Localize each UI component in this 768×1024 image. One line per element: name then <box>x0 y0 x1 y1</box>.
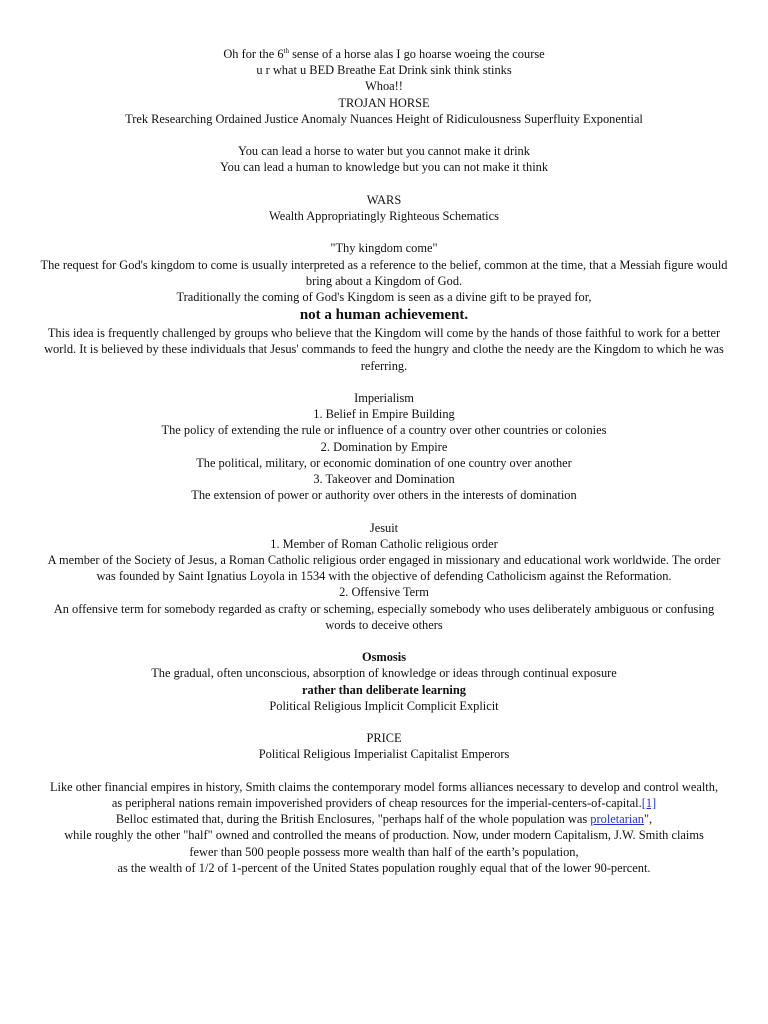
spacer <box>40 763 728 779</box>
acronym-title: WARS <box>366 192 402 207</box>
kingdom-paragraph: Traditionally the coming of God's Kingdom is seen as a divine gift to be prayed for, <box>176 290 592 304</box>
spacer <box>40 503 728 519</box>
proverb-line: You can lead a human to knowledge but you can not make it think <box>219 160 549 175</box>
document-body <box>40 46 728 876</box>
section-title: Imperialism <box>354 391 414 405</box>
acronym-expansion: Trek Researching Ordained Justice Anomaly Nuances Height of Ridiculousness Superfluity Exponential <box>125 111 643 126</box>
definition-heading: 1. Member of Roman Catholic religious order <box>270 536 498 551</box>
definition-heading: 2. Offensive Term <box>339 585 429 600</box>
closing-line: as the wealth of 1/2 of 1-percent of the United States population roughly equal that of the lower 90-percent. <box>117 860 651 875</box>
section-title: Osmosis <box>361 650 407 665</box>
definition-text: The political, military, or economic domination of one country over another <box>196 455 572 470</box>
acronym-expansion: Political Religious Implicit Complicit Explicit <box>269 698 499 713</box>
spacer <box>40 176 728 192</box>
closing-line <box>40 795 728 811</box>
section-title: Jesuit <box>369 520 399 535</box>
spacer <box>40 633 728 649</box>
kingdom-paragraph: This idea is frequently challenged by groups who believe that the Kingdom will come by the hands of those faithful to work for a better world. It is believed by these individuals that Jesus' commands to feed the hungry and clothe the needy are the Kingdom to which he was referring. <box>44 326 724 373</box>
definition-text: The gradual, often unconscious, absorption of knowledge or ideas through continual exposure <box>151 666 617 681</box>
poem-line: u r what u BED Breathe Eat Drink sink think stinks <box>256 63 512 78</box>
definition-text: An offensive term for somebody regarded as crafty or scheming, especially somebody who uses deliberately ambiguous or confusing words to deceive others <box>53 601 715 632</box>
footnote-link[interactable]: [1] <box>641 796 657 811</box>
acronym-expansion: Political Religious Imperialist Capitalist Emperors <box>258 747 510 762</box>
closing-line: Like other financial empires in history, Smith claims the contemporary model forms alliances necessary to develop and control wealth, <box>49 779 719 794</box>
spacer <box>40 714 728 730</box>
closing-line-text: Belloc estimated that, during the British Enclosures, "perhaps half of the whole population was <box>115 812 591 827</box>
poem-line: Whoa!! <box>365 79 403 94</box>
poem-line <box>40 46 728 62</box>
spacer <box>40 224 728 240</box>
spacer <box>40 374 728 390</box>
poem-line-text: Oh for the 6 <box>223 47 284 61</box>
kingdom-emphasis: not a human achievement. <box>299 307 469 324</box>
kingdom-quote: "Thy kingdom come" <box>330 241 438 256</box>
closing-line <box>40 811 728 827</box>
closing-line-text: ", <box>643 812 653 827</box>
proverb-line: You can lead a horse to water but you cannot make it drink <box>238 144 530 159</box>
acronym-expansion: Wealth Appropriatingly Righteous Schematics <box>269 209 499 223</box>
acronym-title: TROJAN HORSE <box>338 95 430 110</box>
proletarian-link[interactable]: proletarian <box>590 812 644 827</box>
closing-line-text: as peripheral nations remain impoverished providers of cheap resources for the imperial-centers-of-capital. <box>111 796 642 811</box>
definition-heading: 2. Domination by Empire <box>320 439 448 454</box>
spacer <box>40 127 728 143</box>
closing-line: while roughly the other "half" owned and controlled the means of production. Now, under modern Capitalism, J.W. Smith claims <box>64 828 704 843</box>
closing-line: fewer than 500 people possess more wealth than half of the earth’s population, <box>189 844 579 859</box>
acronym-title: PRICE <box>366 731 402 746</box>
definition-text: A member of the Society of Jesus, a Roman Catholic religious order engaged in missionary and educational work worldwide. The order was founded by Saint Ignatius Loyola in 1534 with the objective of defending Catholicism against the Reformation. <box>47 553 721 584</box>
definition-heading: 3. Takeover and Domination <box>313 472 455 487</box>
kingdom-paragraph: The request for God's kingdom to come is usually interpreted as a reference to the belief, common at the time, that a Messiah figure would bring about a Kingdom of God. <box>40 257 728 288</box>
osmosis-emphasis: rather than deliberate learning <box>302 682 466 697</box>
definition-heading: 1. Belief in Empire Building <box>313 407 455 422</box>
definition-text: The policy of extending the rule or influence of a country over other countries or colonies <box>161 423 607 438</box>
definition-text: The extension of power or authority over others in the interests of domination <box>191 488 577 503</box>
ordinal-superscript: th <box>283 47 289 55</box>
poem-line-text: sense of a horse alas I go hoarse woeing the course <box>289 47 545 61</box>
